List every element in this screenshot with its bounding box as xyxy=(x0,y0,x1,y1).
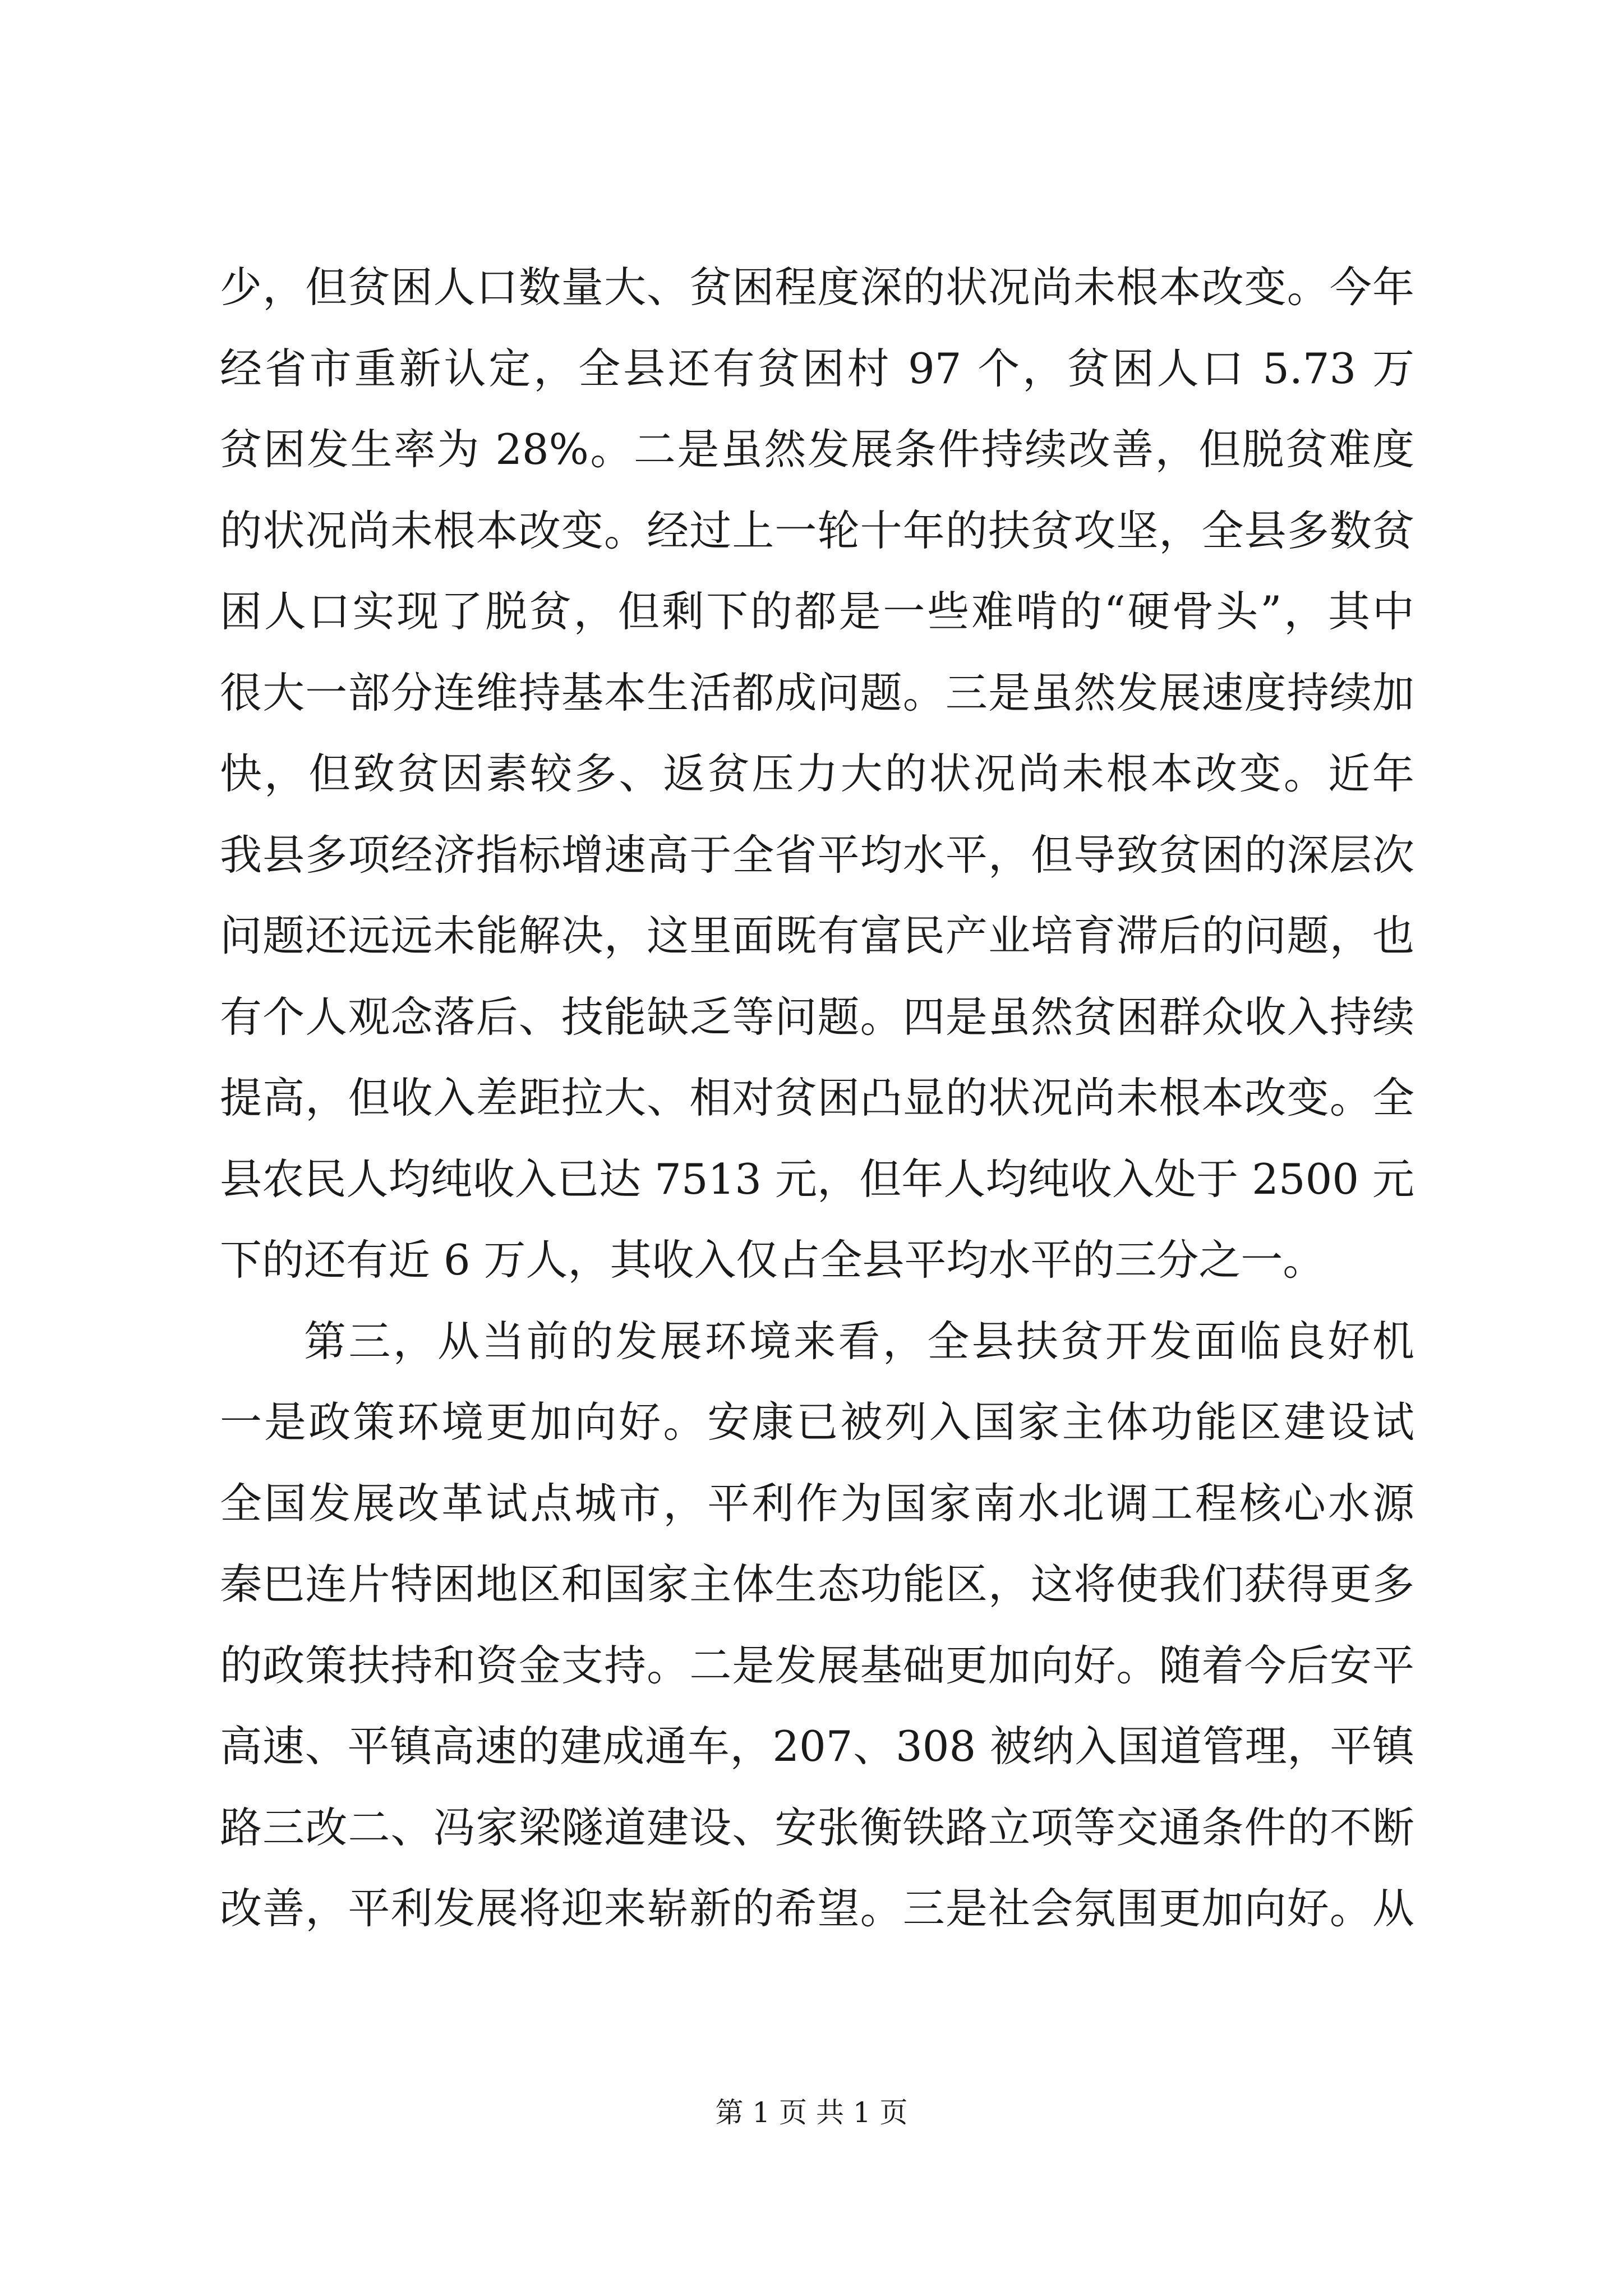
text-line: 改善，平利发展将迎来崭新的希望。三是社会氛围更加向好。从 xyxy=(220,1884,1414,1933)
paragraph-end-line: 下的还有近 6 万人，其收入仅占全县平均水平的三分之一。 xyxy=(220,1235,1325,1285)
text-line: 很大一部分连维持基本生活都成问题。三是虽然发展速度持续加 xyxy=(220,668,1414,717)
text-line: 的政策扶持和资金支持。二是发展基础更加向好。随着今后安平 xyxy=(220,1640,1414,1690)
text-line: 路三改二、冯家梁隧道建设、安张衡铁路立项等交通条件的不断 xyxy=(220,1802,1414,1852)
text-line: 提高，但收入差距拉大、相对贫困凸显的状况尚未根本改变。全 xyxy=(220,1073,1414,1122)
text-line: 快，但致贫因素较多、返贫压力大的状况尚未根本改变。近年 xyxy=(220,749,1414,798)
page-footer: 第 1 页 共 1 页 xyxy=(715,2096,908,2129)
text-line: 的状况尚未根本改变。经过上一轮十年的扶贫攻坚，全县多数贫 xyxy=(220,505,1414,555)
text-line: 少，但贫困人口数量大、贫困程度深的状况尚未根本改变。今年 xyxy=(220,263,1414,312)
text-line: 有个人观念落后、技能缺乏等问题。四是虽然贫困群众收入持续 xyxy=(220,992,1414,1042)
text-line: 经省市重新认定，全县还有贫困村 97 个，贫困人口 5.73 万 xyxy=(220,343,1414,393)
text-line: 全国发展改革试点城市，平利作为国家南水北调工程核心水源 xyxy=(220,1478,1414,1528)
text-line: 一是政策环境更加向好。安康已被列入国家主体功能区建设试 xyxy=(220,1397,1414,1447)
text-line: 贫困发生率为 28%。二是虽然发展条件持续改善，但脱贫难度 xyxy=(220,425,1414,474)
text-line: 秦巴连片特困地区和国家主体生态功能区，这将使我们获得更多 xyxy=(220,1559,1414,1609)
paragraph-first-line: 第三，从当前的发展环境来看，全县扶贫开发面临良好机 xyxy=(304,1316,1414,1366)
text-line: 高速、平镇高速的建成通车，207、308 被纳入国道管理，平镇 xyxy=(220,1722,1414,1771)
text-line: 我县多项经济指标增速高于全省平均水平，但导致贫困的深层次 xyxy=(220,830,1414,880)
document-body xyxy=(220,247,1414,1949)
text-line: 问题还远远未能解决，这里面既有富民产业培育滞后的问题，也 xyxy=(220,911,1414,960)
text-line: 困人口实现了脱贫，但剩下的都是一些难啃的“硬骨头”，其中 xyxy=(220,587,1414,636)
text-line: 县农民人均纯收入已达 7513 元，但年人均纯收入处于 2500 元 xyxy=(220,1154,1414,1204)
